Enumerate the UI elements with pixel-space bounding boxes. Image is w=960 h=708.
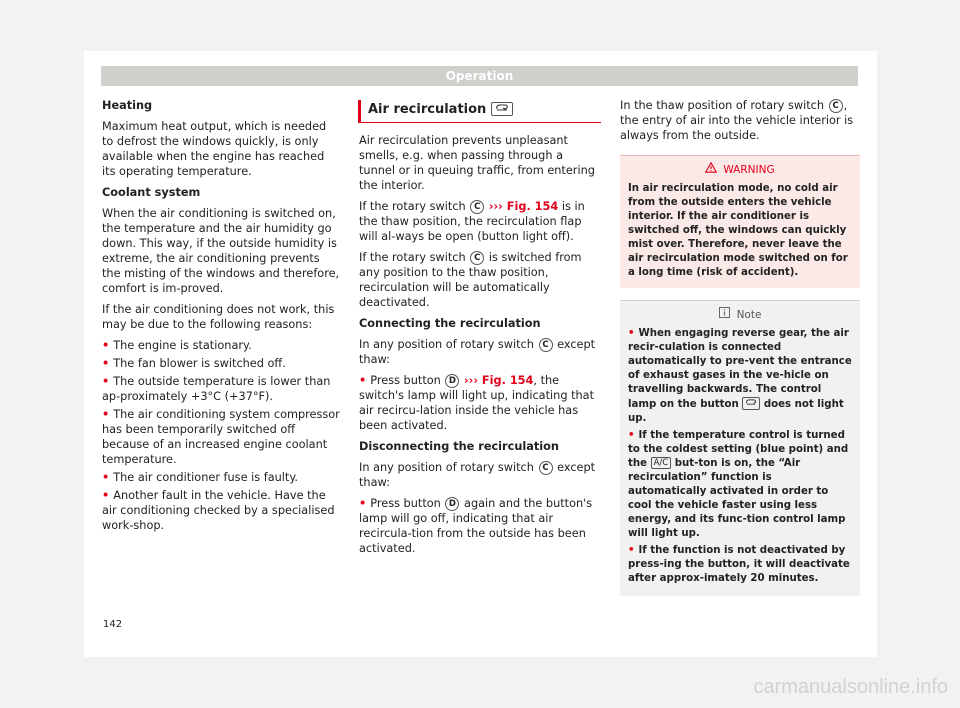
warning-triangle-icon (705, 160, 717, 180)
bullet-icon: • (359, 374, 367, 387)
list-item: • When engaging reverse gear, the air recir-culation is connected automatically to pre-vent the entrance of exhaust gases in the ve-hicle on travelling backwards. The control lamp on the button does not light up. (628, 328, 852, 424)
heading-connect: Connecting the recirculation (359, 317, 541, 330)
page-header: Operation (101, 66, 858, 86)
paragraph: In any position of rotary switch C except thaw: (359, 461, 596, 489)
heading-coolant: Coolant system (102, 186, 201, 199)
rotary-switch-badge: C (470, 251, 484, 265)
list-item: • The engine is stationary. (102, 339, 252, 352)
column-right (620, 98, 860, 596)
bullet-icon: • (102, 489, 110, 502)
fail-text: If the air conditioning does not work, this may be due to the following reasons: (102, 303, 335, 331)
paragraph: In the thaw position of rotary switch C , the entry of air into the vehicle interior is always from the outside. (620, 99, 854, 142)
ac-key: A/C (651, 457, 672, 469)
paragraph: If the rotary switch C ››› Fig. 154 is in the thaw position, the recirculation flap will al-ways be open (button light off). (359, 200, 585, 243)
watermark: carmanualsonline.info (753, 676, 948, 698)
button-badge: D (445, 497, 459, 511)
intro-text: Air recirculation prevents unpleasant smells, e.g. when passing through a tunnel or in queuing traffic, from entering the interior. (359, 134, 595, 192)
manual-page (84, 51, 877, 657)
bullet-icon: • (359, 497, 367, 510)
bullet-icon: • (102, 357, 110, 370)
note-body (620, 327, 860, 586)
warning-text: In air recirculation mode, no cold air from the outside enters the vehicle interior. If the air conditioner is switched off, the windows can quickly mist over. Therefore, never leave the air recirculation mode switched on for a long time (risk of accident). (628, 183, 848, 278)
bullet-icon: • (102, 471, 110, 484)
paragraph: If the rotary switch C is switched from any position to the thaw position, recirculation will be automatically deactivated. (359, 251, 582, 309)
heading-disconnect: Disconnecting the recirculation (359, 440, 559, 453)
info-icon (719, 305, 730, 325)
section-title: Air recirculation (358, 100, 601, 123)
heading-heating: Heating (102, 99, 153, 112)
button-badge: D (445, 374, 459, 388)
rotary-switch-badge: C (829, 99, 843, 113)
paragraph: In any position of rotary switch C except thaw: (359, 338, 596, 366)
rotary-switch-badge: C (470, 200, 484, 214)
bullet-icon: • (628, 430, 635, 441)
note-box (620, 300, 860, 596)
warning-header: WARNING (620, 156, 860, 182)
recirculation-icon (491, 102, 513, 116)
list-item: • The air conditioning system compressor has been temporarily switched off because of an increased engine coolant temperature. (102, 408, 340, 466)
rotary-switch-badge: C (539, 461, 553, 475)
bullet-icon: • (102, 408, 110, 421)
list-item: • Another fault in the vehicle. Have the air conditioning checked by a specialised work-shop. (102, 489, 335, 532)
heating-text: Maximum heat output, which is needed to defrost the windows quickly, is only available when the engine has reached its operating temperature. (102, 120, 327, 178)
note-header: Note (620, 301, 860, 327)
list-item: • The outside temperature is lower than ap-proximately +3°C (+37°F). (102, 375, 331, 403)
list-item: • Press button D ››› Fig. 154, the switch's lamp will light up, indicating that air recircu-lation inside the vehicle has been activated. (359, 374, 595, 432)
column-left (102, 98, 340, 536)
list-item: • The fan blower is switched off. (102, 357, 286, 370)
figure-link[interactable]: ››› Fig. 154 (464, 374, 534, 387)
list-item: • The air conditioner fuse is faulty. (102, 471, 299, 484)
rotary-switch-badge: C (539, 338, 553, 352)
list-item: • Press button D again and the button's lamp will go off, indicating that air recircula-tion from the outside has been activated. (359, 497, 593, 555)
list-item: • If the function is not deactivated by press-ing the button, it will deactivate after approx-imately 20 minutes. (628, 545, 850, 584)
warning-box (620, 155, 860, 288)
page-number: 142 (103, 619, 123, 630)
recirculation-icon (742, 397, 760, 410)
list-item: • If the temperature control is turned to the coldest setting (blue point) and the A/C but-ton is on, the “Air recirculation” function is automatically activated in order to cool the vehicle faster using less energy, and its func-tion control lamp will light up. (628, 430, 849, 539)
figure-link[interactable]: ››› Fig. 154 (488, 200, 559, 213)
column-middle (359, 100, 601, 562)
bullet-icon: • (102, 375, 110, 388)
bullet-icon: • (628, 328, 635, 339)
coolant-text: When the air conditioning is switched on, the temperature and the air humidity go down. This way, if the outside humidity is extreme, the air conditioning prevents the misting of the windows and therefore, comfort is im-proved. (102, 207, 340, 295)
bullet-icon: • (102, 339, 110, 352)
bullet-icon: • (628, 545, 635, 556)
